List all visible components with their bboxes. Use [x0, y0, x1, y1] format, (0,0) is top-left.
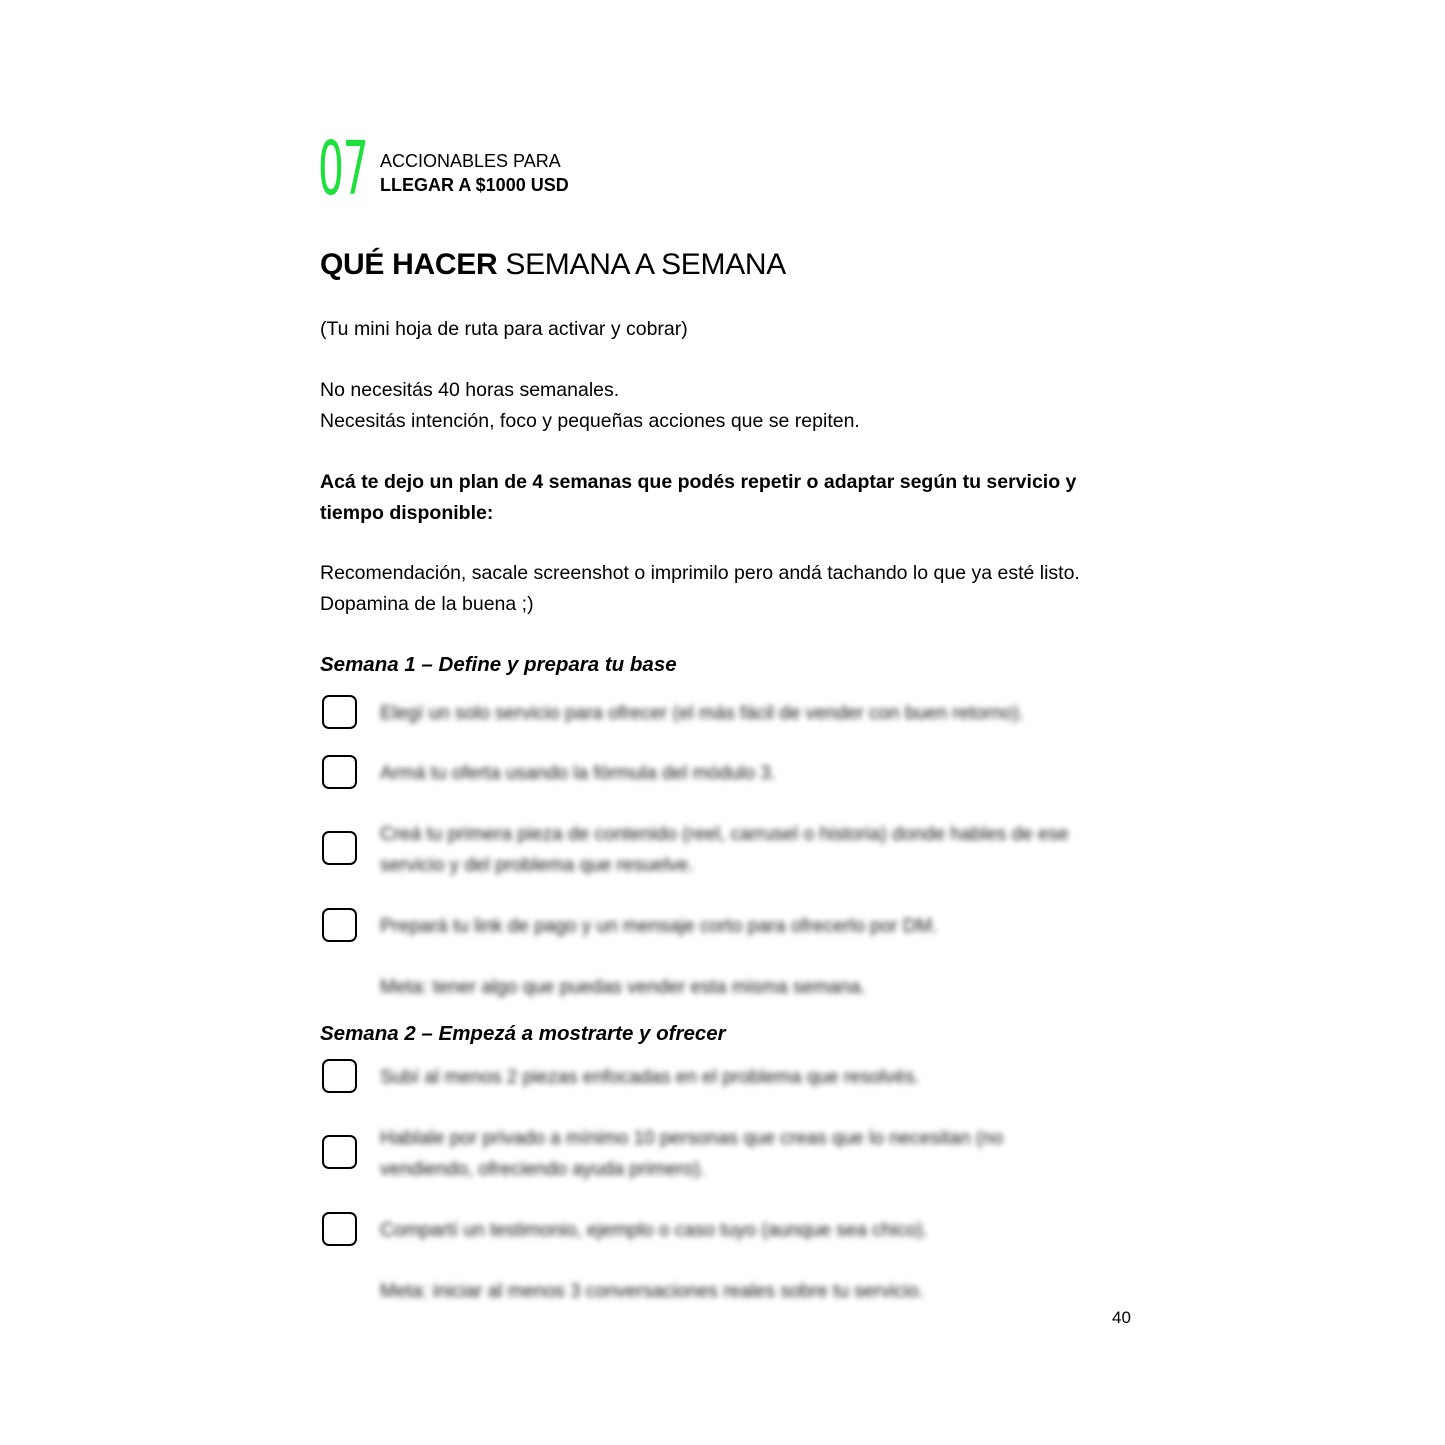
intro-recommendation: Recomendación, sacale screenshot o imprimilo pero andá tachando lo que ya esté listo. Dopamina de la buena ;): [320, 562, 1080, 615]
checkbox[interactable]: [322, 831, 357, 865]
task-text: Prepará tu link de pago y un mensaje corto para ofrecerlo por DM.: [380, 916, 938, 937]
checkbox[interactable]: [322, 755, 357, 789]
week-1-title: Semana 1 – Define y prepara tu base: [320, 653, 677, 676]
checkbox[interactable]: [322, 1059, 357, 1093]
task-text: Subí al menos 2 piezas enfocadas en el problema que resolvés.: [380, 1067, 920, 1088]
intro-line-2: Necesitás intención, foco y pequeñas acciones que se repiten.: [320, 410, 860, 432]
section-heading: [320, 246, 786, 284]
week-1-goal: Meta: tener algo que puedas vender esta misma semana.: [380, 977, 866, 998]
task-text: Compartí un testimonio, ejemplo o caso tuyo (aunque sea chico).: [380, 1220, 929, 1241]
checkbox[interactable]: [322, 908, 357, 942]
task-text: Hablale por privado a mínimo 10 personas que creas que lo necesitan (no vendiendo, ofreciendo ayuda primero).: [380, 1128, 1004, 1180]
checkbox[interactable]: [322, 695, 357, 729]
page-number: 40: [1112, 1308, 1131, 1327]
chapter-title: [380, 149, 569, 197]
task-text: Creá tu primera pieza de contenido (reel, carrusel o historia) donde hables de ese servicio y del problema que resuelve.: [380, 824, 1069, 876]
chapter-number: 07: [318, 126, 368, 212]
checkbox[interactable]: [322, 1135, 357, 1169]
section-heading-bold: QUÉ HACER: [320, 248, 498, 281]
task-text: Elegí un solo servicio para ofrecer (el más fácil de vender con buen retorno).: [380, 703, 1025, 724]
week-2-goal: Meta: iniciar al menos 3 conversaciones reales sobre tu servicio.: [380, 1281, 924, 1302]
intro-subtitle: (Tu mini hoja de ruta para activar y cobrar): [320, 318, 688, 340]
intro-line-1: No necesitás 40 horas semanales.: [320, 379, 620, 401]
section-heading-light: SEMANA A SEMANA: [505, 248, 786, 281]
chapter-title-line2: LLEGAR A $1000 USD: [380, 175, 569, 195]
intro-plan: Acá te dejo un plan de 4 semanas que podés repetir o adaptar según tu servicio y tiempo disponible:: [320, 471, 1077, 524]
chapter-title-line1: ACCIONABLES PARA: [380, 151, 561, 171]
checkbox[interactable]: [322, 1212, 357, 1246]
week-2-title: Semana 2 – Empezá a mostrarte y ofrecer: [320, 1022, 726, 1045]
task-text: Armá tu oferta usando la fórmula del módulo 3.: [380, 763, 777, 784]
